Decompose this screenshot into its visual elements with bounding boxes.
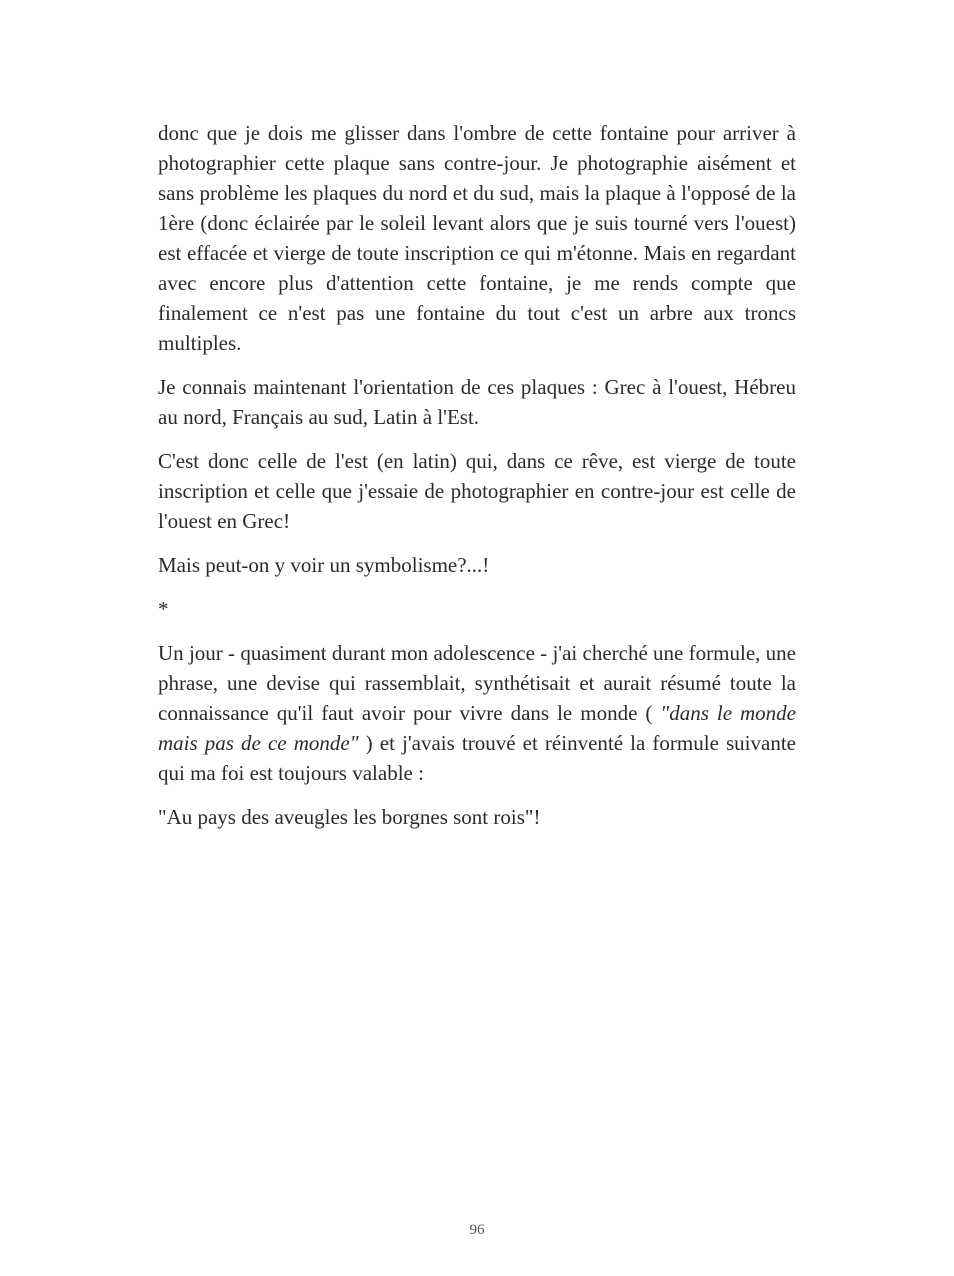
paragraph-fountain: donc que je dois me glisser dans l'ombre de cette fontaine pour arriver à photographier cette plaque sans contre-jour. Je photographie aisément et sans problème les plaques du nord et du sud, mais la plaque à l'opposé de la 1ère (donc éclairée par le soleil levant alors que je suis tourné vers l'ouest) est effacée et vierge de toute inscription ce qui m'étonne. Mais en regardant avec encore plus d'attention cette fontaine, je me rends compte que finalement ce n'est pas une fontaine du tout c'est un arbre aux troncs multiples. (158, 121, 796, 355)
section-separator: * (158, 597, 169, 621)
paragraph-proverb: "Au pays des aveugles les borgnes sont rois"! (158, 805, 541, 829)
paragraph-latin-east: C'est donc celle de l'est (en latin) qui, dans ce rêve, est vierge de toute inscription et celle que j'essaie de photographier en contre-jour est celle de l'ouest en Grec! (158, 449, 796, 533)
paragraph-formula (158, 638, 796, 788)
paragraph-symbolism: Mais peut-on y voir un symbolisme?...! (158, 553, 490, 577)
body-text (158, 118, 796, 846)
page-number: 96 (469, 1222, 485, 1238)
formula-text-start: Un jour - quasiment durant mon adolescence - j'ai cherché une formule, une phrase, une devise qui rassemblait, synthétisait et aurait résumé toute la connaissance qu'il faut avoir pour vivre dans le monde ( (158, 641, 796, 725)
paragraph-orientation: Je connais maintenant l'orientation de ces plaques : Grec à l'ouest, Hébreu au nord, Français au sud, Latin à l'Est. (158, 375, 796, 429)
formula-text-end: ) et j'avais trouvé et réinventé la formule suivante qui ma foi est toujours valable : (158, 731, 796, 785)
formula-italic-quote: "dans le monde mais pas de ce monde" (158, 701, 796, 755)
